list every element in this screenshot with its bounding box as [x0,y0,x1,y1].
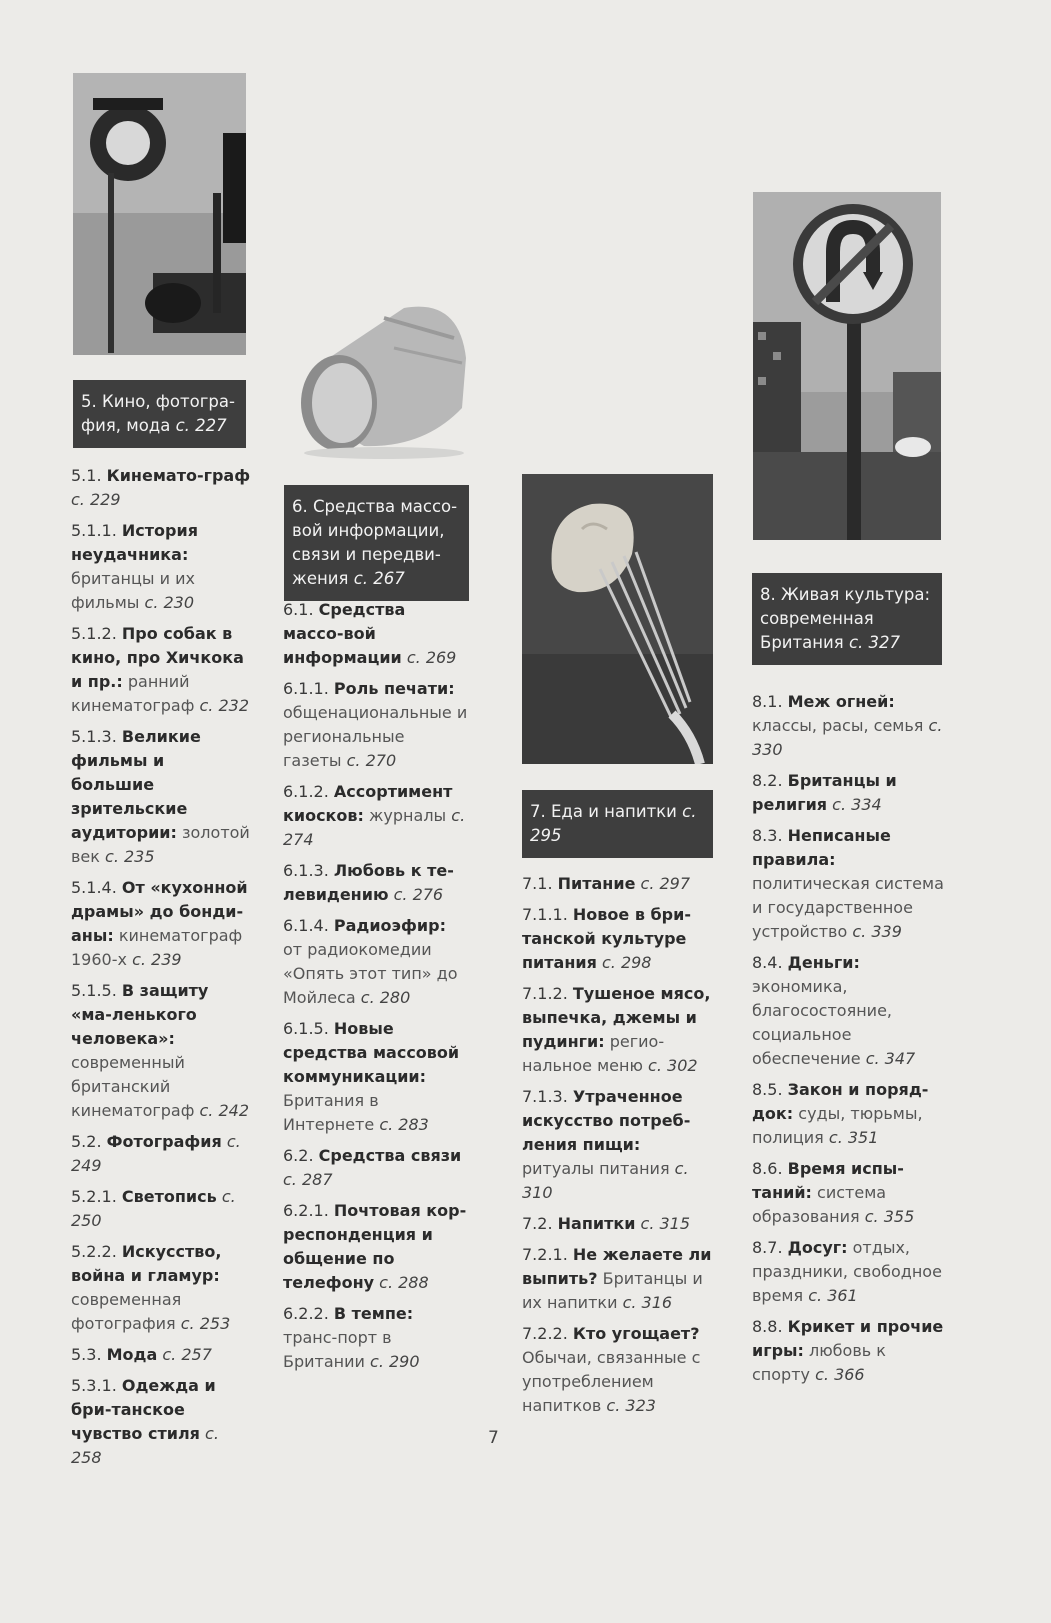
column-2 [283,598,468,1381]
toc-entry [522,1085,717,1205]
tin-can-image [284,298,469,463]
toc-entry [283,1302,468,1374]
heading-num: 6. [292,497,313,516]
entry-title: Роль печати: [333,679,455,698]
entry-title: Утраченное искусство потреб-ления пищи: [522,1087,691,1154]
toc-entry [522,1322,717,1418]
entry-subtitle: политическая система и государственное устройство [752,874,944,941]
toc-entry [752,690,947,762]
entry-subtitle: Британцы и их напитки [522,1269,703,1312]
entry-title: Время испы-таний: [752,1159,904,1202]
entry-page: с. 230 [144,593,195,612]
entry-title: Новое в бри-танской культуре питания [522,905,691,972]
entry-title: Кинемато-граф [106,466,251,485]
entry-subtitle: современный британский кинематограф [71,1053,195,1120]
entry-subtitle: Обычаи, связанные с употреблением напитков [522,1348,701,1415]
toc-entry [71,1343,251,1367]
page-number: 7 [488,1428,499,1448]
heading-title: Средства массо-вой информации, связи и передви-жения [292,497,458,588]
toc-entry [752,769,947,817]
entry-title: В защиту «ма-ленького человека»: [71,981,209,1048]
toc-entry [283,859,468,907]
entry-page: с. 250 [71,1187,236,1230]
toc-entry [752,824,947,944]
entry-num: 6.1. [283,600,319,619]
entry-title: Любовь к те-левидению [283,861,454,904]
entry-title: Почтовая кор-респонденция и общение по телефону [283,1201,467,1292]
entry-page: с. 249 [71,1132,241,1175]
entry-subtitle: экономика, благосостояние, социальное обеспечение [752,977,892,1068]
entry-num: 8.6. [752,1159,788,1178]
entry-page: с. 229 [71,490,121,509]
entry-page: с. 330 [752,716,943,759]
toc-entry [522,982,717,1078]
entry-num: 5.2. [71,1132,107,1151]
entry-subtitle: кинематограф 1960-х [71,926,243,969]
fork-photo [522,474,713,764]
section-7-heading [522,790,713,858]
entry-title: Одежда и бри-танское чувство стиля [71,1376,216,1443]
toc-entry [283,677,468,773]
entry-num: 5.2.1. [71,1187,122,1206]
tin-can-photo [284,298,469,463]
section-8-heading [752,573,942,665]
entry-page: с. 302 [648,1056,698,1075]
entry-num: 7.1.2. [522,984,573,1003]
toc-entry [522,872,717,896]
toc-entry [71,876,251,972]
entry-page: с. 323 [606,1396,656,1415]
entry-num: 5.2.2. [71,1242,122,1261]
column-1 [71,464,251,1477]
entry-subtitle: любовь к спорту [752,1341,886,1384]
entry-title: Деньги: [787,953,860,972]
entry-num: 6.2. [283,1146,319,1165]
entry-title: Досуг: [787,1238,848,1257]
entry-title: Напитки [557,1214,636,1233]
film-lights-photo [73,73,246,355]
entry-title: Про собак в кино, про Хичкока и пр.: [71,624,244,691]
toc-entry [283,914,468,1010]
entry-page: с. 269 [406,648,457,667]
entry-page: с. 361 [808,1286,858,1305]
entry-num: 5.1.4. [71,878,122,897]
heading-page: с. 295 [530,802,697,845]
entry-title: Питание [557,874,636,893]
entry-num: 7.2.2. [522,1324,573,1343]
entry-num: 8.1. [752,692,788,711]
entry-num: 8.4. [752,953,788,972]
entry-subtitle: современная фотография [71,1290,182,1333]
entry-subtitle: Британия в Интернете [283,1091,379,1134]
toc-entry [283,1199,468,1295]
column-3 [522,872,717,1425]
toc-entry [283,598,468,670]
entry-page: с. 257 [162,1345,212,1364]
entry-title: Искусство, война и гламур: [71,1242,222,1285]
entry-title: Светопись [121,1187,217,1206]
entry-title: Не желаете ли выпить? [522,1245,712,1288]
entry-page: с. 298 [601,953,652,972]
entry-title: Меж огней: [787,692,895,711]
entry-page: с. 316 [622,1293,673,1312]
entry-page: с. 288 [379,1273,429,1292]
entry-num: 5.3. [71,1345,107,1364]
heading-num: 7. [530,802,551,821]
entry-num: 6.1.3. [283,861,334,880]
heading-title: Живая культура: современная Британия [760,585,931,652]
entry-num: 8.5. [752,1080,788,1099]
entry-title: Британцы и религия [752,771,897,814]
section-6-heading [284,485,469,601]
heading-title: Кино, фотогра-фия, мода [81,392,235,435]
entry-title: В темпе: [333,1304,414,1323]
heading-num: 8. [760,585,781,604]
entry-page: с. 339 [852,922,902,941]
toc-entry [71,1240,251,1336]
entry-subtitle: британцы и их фильмы [71,569,195,612]
entry-subtitle: ранний кинематограф [71,672,195,715]
toc-entry [522,1212,717,1236]
entry-page: с. 258 [71,1424,219,1467]
entry-title: Закон и поряд-док: [752,1080,929,1123]
entry-num: 8.3. [752,826,788,845]
entry-num: 7.1.1. [522,905,573,924]
toc-entry [522,903,717,975]
entry-num: 7.1.3. [522,1087,573,1106]
entry-title: Неписаные правила: [752,826,891,869]
heading-page: с. 267 [353,569,405,588]
heading-page: с. 327 [848,633,900,652]
toc-entry [71,519,251,615]
entry-title: От «кухонной драмы» до бонди-аны: [71,878,248,945]
entry-title: Ассортимент киосков: [283,782,453,825]
road-sign-photo [753,192,941,540]
toc-entry [71,464,251,512]
entry-title: Новые средства массовой коммуникации: [283,1019,460,1086]
entry-subtitle: золотой век [71,823,250,866]
entry-num: 5.3.1. [71,1376,122,1395]
toc-entry [752,1315,947,1387]
entry-subtitle: транс-порт в Британии [283,1328,392,1371]
entry-page: с. 290 [370,1352,420,1371]
entry-page: с. 239 [132,950,182,969]
entry-num: 6.1.2. [283,782,334,801]
toc-entry [71,1130,251,1178]
toc-entry [752,951,947,1071]
entry-page: с. 287 [283,1170,333,1189]
entry-num: 8.8. [752,1317,788,1336]
film-lights-image [73,73,246,355]
entry-page: с. 232 [199,696,250,715]
entry-num: 5.1.3. [71,727,122,746]
entry-page: с. 283 [379,1115,429,1134]
entry-title: Крикет и прочие игры: [752,1317,944,1360]
entry-title: Средства связи [318,1146,462,1165]
entry-page: с. 355 [864,1207,915,1226]
toc-entry [283,780,468,852]
heading-page: с. 227 [175,416,227,435]
entry-title: Кто угощает? [572,1324,700,1343]
road-sign-image [753,192,941,540]
toc-entry [522,1243,717,1315]
toc-entry [71,979,251,1123]
entry-num: 7.1. [522,874,558,893]
fork-image [522,474,713,764]
entry-page: с. 315 [640,1214,691,1233]
entry-num: 6.1.1. [283,679,334,698]
entry-num: 6.1.4. [283,916,334,935]
entry-subtitle: журналы [369,806,447,825]
entry-title: Фотография [106,1132,222,1151]
entry-num: 5.1.2. [71,624,122,643]
toc-entry [283,1017,468,1137]
entry-page: с. 366 [815,1365,865,1384]
toc-entry [752,1078,947,1150]
toc-entry [71,622,251,718]
section-5-heading [73,380,246,448]
entry-page: с. 347 [865,1049,916,1068]
entry-page: с. 351 [828,1128,879,1147]
entry-page: с. 297 [640,874,691,893]
toc-entry [71,725,251,869]
entry-subtitle: система образования [752,1183,887,1226]
entry-subtitle: классы, расы, семья [752,716,924,735]
entry-page: с. 270 [346,751,397,770]
entry-num: 5.1. [71,466,107,485]
entry-title: Средства массо-вой информации [283,600,406,667]
entry-subtitle: регио-нальное меню [522,1032,665,1075]
toc-entry [71,1185,251,1233]
entry-title: Мода [106,1345,158,1364]
heading-title: Еда и напитки [551,802,677,821]
entry-subtitle: суды, тюрьмы, полиция [752,1104,923,1147]
entry-num: 5.1.1. [71,521,122,540]
entry-page: с. 276 [393,885,444,904]
toc-entry [752,1157,947,1229]
entry-page: с. 334 [832,795,882,814]
entry-num: 6.2.2. [283,1304,334,1323]
toc-entry [71,1374,251,1470]
entry-page: с. 274 [283,806,466,849]
entry-subtitle: отдых, праздники, свободное время [752,1238,942,1305]
entry-page: с. 310 [522,1159,689,1202]
entry-num: 6.2.1. [283,1201,334,1220]
toc-entry [752,1236,947,1308]
entry-num: 8.2. [752,771,788,790]
heading-num: 5. [81,392,102,411]
entry-num: 7.2. [522,1214,558,1233]
entry-title: Великие фильмы и большие зрительские аудитории: [71,727,201,842]
entry-num: 6.1.5. [283,1019,334,1038]
entry-subtitle: ритуалы питания [522,1159,670,1178]
entry-title: Тушеное мясо, выпечка, джемы и пудинги: [522,984,711,1051]
toc-entry [283,1144,468,1192]
entry-num: 7.2.1. [522,1245,573,1264]
entry-subtitle: общенациональные и региональные газеты [283,703,468,770]
entry-page: с. 253 [180,1314,231,1333]
entry-subtitle: от радиокомедии «Опять этот тип» до Мойлеса [283,940,458,1007]
entry-page: с. 280 [360,988,411,1007]
entry-title: История неудачника: [71,521,198,564]
entry-num: 5.1.5. [71,981,122,1000]
entry-num: 8.7. [752,1238,788,1257]
column-4 [752,690,947,1394]
entry-page: с. 235 [105,847,155,866]
entry-title: Радиоэфир: [333,916,446,935]
entry-page: с. 242 [199,1101,250,1120]
